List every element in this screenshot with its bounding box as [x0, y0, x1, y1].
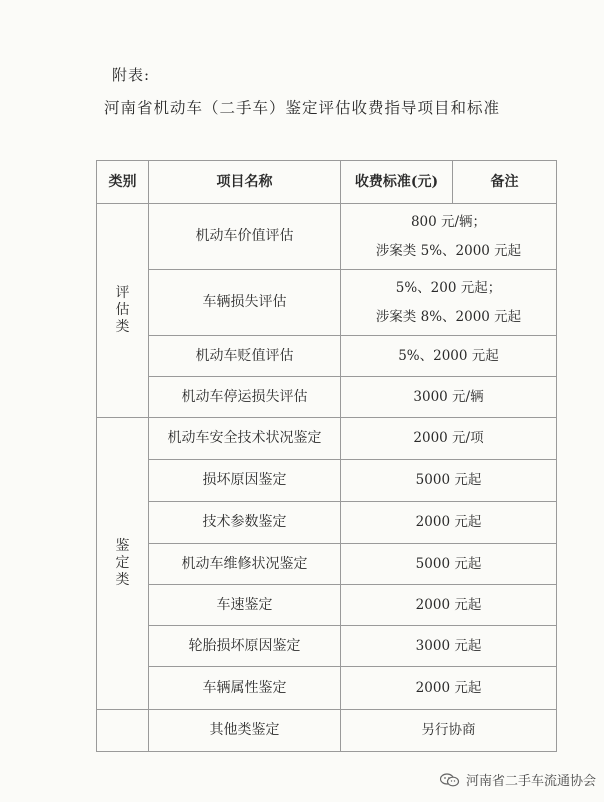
fee-value: 另行协商 — [341, 710, 557, 752]
fee-standard-table — [96, 160, 557, 752]
table-header-row — [97, 161, 557, 204]
item-name: 车辆损失评估 — [149, 270, 341, 336]
table-row — [97, 377, 557, 418]
table-row — [97, 502, 557, 544]
table-row — [97, 544, 557, 585]
table-row — [97, 626, 557, 667]
item-name: 机动车价值评估 — [149, 204, 341, 270]
item-name: 车速鉴定 — [149, 585, 341, 626]
item-name: 轮胎损坏原因鉴定 — [149, 626, 341, 667]
item-name: 技术参数鉴定 — [149, 502, 341, 544]
fee-value: 2000 元起 — [341, 667, 557, 710]
category-empty — [97, 710, 149, 752]
header-note: 备注 — [453, 161, 557, 204]
fee-value: 5000 元起 — [341, 460, 557, 502]
fee-value: 5%、2000 元起 — [341, 336, 557, 377]
table-row — [97, 418, 557, 460]
header-item-name: 项目名称 — [149, 161, 341, 204]
item-name: 机动车安全技术状况鉴定 — [149, 418, 341, 460]
item-name: 其他类鉴定 — [149, 710, 341, 752]
watermark-text: 河南省二手车流通协会 — [465, 774, 596, 789]
fee-value: 800 元/辆； 涉案类 5%、2000 元起 — [341, 204, 557, 270]
item-name: 机动车停运损失评估 — [149, 377, 341, 418]
table-row — [97, 204, 557, 270]
table-row — [97, 460, 557, 502]
annex-label: 附表: — [112, 66, 151, 84]
category-evaluation: 评 估 类 — [97, 204, 149, 418]
fee-value: 5%、200 元起； 涉案类 8%、2000 元起 — [341, 270, 557, 336]
item-name: 车辆属性鉴定 — [149, 667, 341, 710]
wechat-icon — [440, 773, 460, 787]
fee-value: 3000 元/辆 — [341, 377, 557, 418]
fee-value: 3000 元起 — [341, 626, 557, 667]
table-row — [97, 585, 557, 626]
header-category: 类别 — [97, 161, 149, 204]
fee-value: 2000 元/项 — [341, 418, 557, 460]
header-fee-standard: 收费标准(元) — [341, 161, 453, 204]
fee-value: 2000 元起 — [341, 585, 557, 626]
fee-value: 2000 元起 — [341, 502, 557, 544]
fee-value: 5000 元起 — [341, 544, 557, 585]
category-appraisal: 鉴 定 类 — [97, 418, 149, 710]
item-name: 机动车贬值评估 — [149, 336, 341, 377]
document-title: 河南省机动车（二手车）鉴定评估收费指导项目和标准 — [103, 99, 500, 117]
table-row — [97, 336, 557, 377]
wechat-watermark — [440, 770, 596, 789]
table-row — [97, 667, 557, 710]
item-name: 损坏原因鉴定 — [149, 460, 341, 502]
table-row — [97, 710, 557, 752]
item-name: 机动车维修状况鉴定 — [149, 544, 341, 585]
table-row — [97, 270, 557, 336]
